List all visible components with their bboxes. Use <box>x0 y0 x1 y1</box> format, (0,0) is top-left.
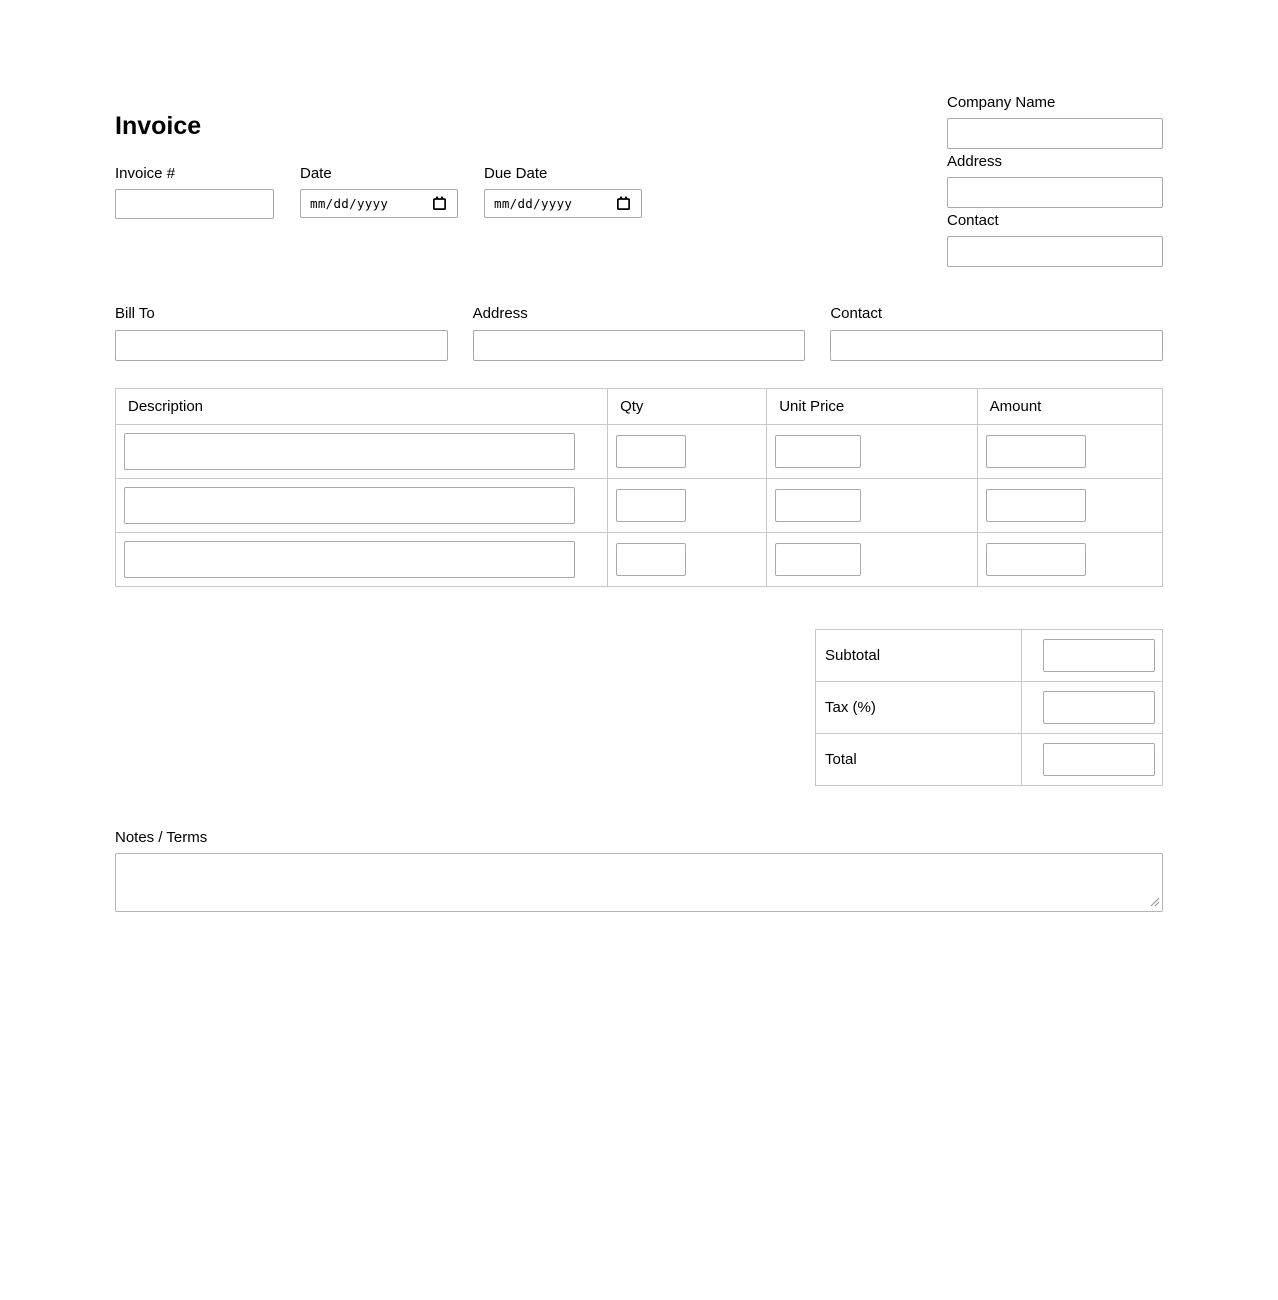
item-amount-input[interactable] <box>986 543 1086 576</box>
item-qty-input[interactable] <box>616 489 686 522</box>
bill-to-contact-input[interactable] <box>830 330 1163 361</box>
bill-to-address-field <box>473 305 806 361</box>
tax-input[interactable] <box>1043 691 1155 724</box>
company-contact-label: Contact <box>947 212 999 229</box>
bill-to-address-input[interactable] <box>473 330 806 361</box>
item-qty-input[interactable] <box>616 435 686 468</box>
bill-to-section <box>115 305 1163 361</box>
item-amount-input[interactable] <box>986 435 1086 468</box>
company-address-input[interactable] <box>947 177 1163 208</box>
total-label: Total <box>816 734 1022 786</box>
notes-label: Notes / Terms <box>115 829 208 846</box>
subtotal-label: Subtotal <box>816 630 1022 682</box>
items-table-header-row <box>116 389 1163 425</box>
bill-to-contact-field <box>830 305 1163 361</box>
item-unit-price-input[interactable] <box>775 489 861 522</box>
item-description-input[interactable] <box>124 487 575 524</box>
subtotal-input[interactable] <box>1043 639 1155 672</box>
notes-textarea-wrap <box>115 853 1163 912</box>
due-date-placeholder: mm/dd/yyyy <box>494 195 573 211</box>
header-amount: Amount <box>977 389 1162 425</box>
item-unit-price-input[interactable] <box>775 543 861 576</box>
invoice-number-label: Invoice # <box>115 164 176 182</box>
date-placeholder: mm/dd/yyyy <box>310 195 389 211</box>
invoice-number-field <box>115 165 274 219</box>
date-input[interactable] <box>300 189 458 218</box>
bill-to-name-input[interactable] <box>115 330 448 361</box>
calendar-icon[interactable] <box>616 196 631 211</box>
items-table <box>115 388 1163 587</box>
calendar-icon[interactable] <box>432 196 447 211</box>
item-row <box>116 479 1163 533</box>
item-row <box>116 425 1163 479</box>
tax-label: Tax (%) <box>816 682 1022 734</box>
company-contact-field <box>947 212 1163 267</box>
company-block <box>947 94 1163 271</box>
date-field <box>300 165 458 219</box>
tax-row <box>816 682 1163 734</box>
top-section <box>115 94 1163 271</box>
item-qty-input[interactable] <box>616 543 686 576</box>
subtotal-row <box>816 630 1163 682</box>
due-date-label: Due Date <box>484 164 548 182</box>
header-unit-price: Unit Price <box>767 389 977 425</box>
due-date-input[interactable] <box>484 189 642 218</box>
company-address-field <box>947 153 1163 208</box>
company-address-label: Address <box>947 153 1003 170</box>
invoice-meta-row <box>115 165 642 219</box>
invoice-page <box>115 0 1163 972</box>
item-amount-input[interactable] <box>986 489 1086 522</box>
total-row <box>816 734 1163 786</box>
page-title: Invoice <box>115 112 202 140</box>
company-name-input[interactable] <box>947 118 1163 149</box>
invoice-number-input[interactable] <box>115 189 274 219</box>
item-unit-price-input[interactable] <box>775 435 861 468</box>
bill-to-name-field <box>115 305 448 361</box>
bill-to-label: Bill To <box>115 305 155 322</box>
total-input[interactable] <box>1043 743 1155 776</box>
due-date-field <box>484 165 642 219</box>
notes-section <box>115 829 1163 912</box>
header-description: Description <box>116 389 608 425</box>
header-qty: Qty <box>608 389 767 425</box>
notes-textarea[interactable] <box>115 853 1163 912</box>
date-label: Date <box>300 164 332 182</box>
item-description-input[interactable] <box>124 433 575 470</box>
invoice-meta-block <box>115 94 642 271</box>
totals-section <box>115 629 1163 786</box>
company-contact-input[interactable] <box>947 236 1163 267</box>
item-row <box>116 533 1163 587</box>
bill-to-address-label: Address <box>472 305 528 322</box>
totals-table <box>815 629 1163 786</box>
item-description-input[interactable] <box>124 541 575 578</box>
company-name-field <box>947 94 1163 149</box>
company-name-label: Company Name <box>947 94 1056 111</box>
bill-to-contact-label: Contact <box>830 305 883 322</box>
